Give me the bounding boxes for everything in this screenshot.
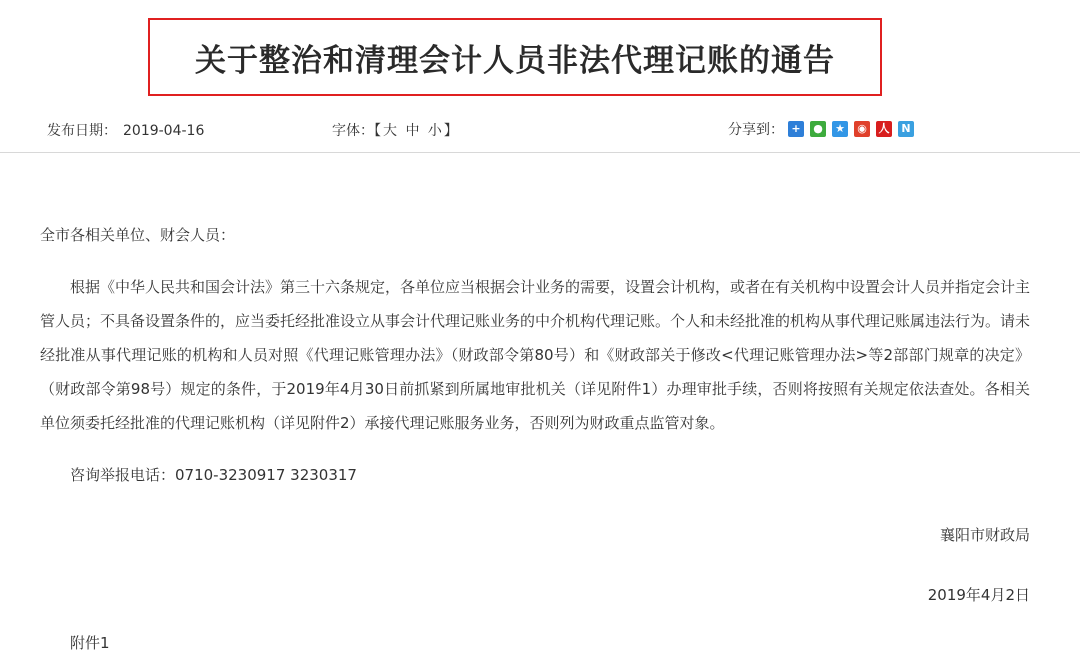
font-size-medium[interactable]: 中: [405, 123, 420, 139]
wechat-icon[interactable]: ●: [810, 121, 826, 137]
font-size-large[interactable]: 大: [383, 123, 397, 139]
font-size-selector: [332, 120, 458, 140]
qzone-icon[interactable]: +: [788, 121, 804, 137]
signature-date: 2019年4月2日: [927, 586, 1030, 604]
article-body: [40, 218, 1030, 660]
font-size-close: 】: [443, 123, 458, 139]
page-title: 关于整治和清理会计人员非法代理记账的通告: [195, 42, 835, 79]
qq-icon[interactable]: ★: [832, 121, 848, 137]
font-size-label: 字体：【: [332, 123, 381, 139]
salutation: 全市各相关单位、财会人员：: [40, 226, 236, 244]
publish-date-label: 发布日期：: [47, 123, 117, 139]
share-label: 分享到：: [728, 122, 784, 138]
share-bar: [728, 119, 920, 139]
body-paragraph: 根据《中华人民共和国会计法》第三十六条规定，各单位应当根据会计业务的需要，设置会计机构，或者在有关机构中设置会计人员并指定会计主管人员；不具备设置条件的，应当委托经批准设立从事会计代理记账业务的中介机构代理记账。个人和未经批准的机构从事代理记账属违法行为。请未经批准从事代理记账的机构和人员对照《代理记账管理办法》（财政部令第80号）和《财政部关于修改<代理记账管理办法>等2部部门规章的决定》（财政部令第98号）规定的条件，于2019年4月30日前抓紧到所属地审批机关（详见附件1）办理审批手续，否则将按照有关规定依法查处。各相关单位须委托经批准的代理记账机构（详见附件2）承接代理记账服务业务，否则列为财政重点监管对象。: [40, 278, 1031, 432]
renren-icon[interactable]: 人: [876, 121, 892, 137]
meta-bar: [0, 108, 1080, 153]
font-size-small[interactable]: 小: [427, 123, 442, 139]
title-frame: [148, 18, 882, 96]
publish-date-value: 2019-04-16: [123, 123, 205, 139]
publish-date: [47, 120, 204, 140]
signature-org: 襄阳市财政局: [939, 526, 1030, 544]
attachment-link[interactable]: 附件1: [70, 634, 110, 652]
share-icons: [788, 121, 920, 137]
weibo-icon[interactable]: ◉: [854, 121, 870, 137]
hotline-text: 咨询举报电话：0710-3230917 3230317: [70, 466, 357, 484]
kaixin-icon[interactable]: N: [898, 121, 914, 137]
